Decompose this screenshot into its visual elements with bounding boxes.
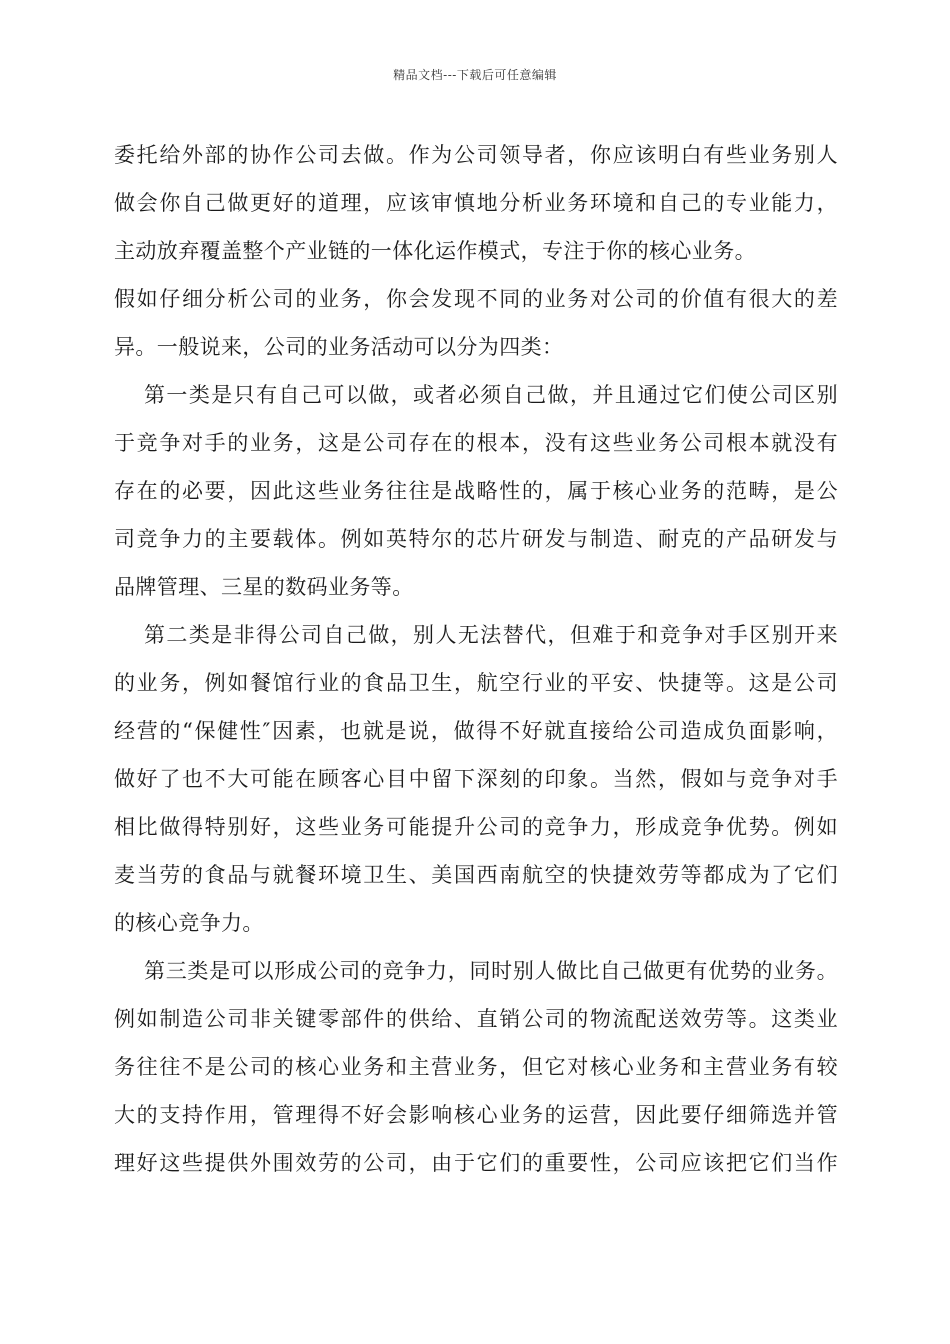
- text-line: 麦当劳的食品与就餐环境卫生、美国西南航空的快捷效劳等都成为了它们: [114, 863, 838, 887]
- text-line: 做会你自己做更好的道理，应该审慎地分析业务环境和自己的专业能力，: [114, 191, 838, 215]
- text-line: 第一类是只有自己可以做，或者必须自己做，并且通过它们使公司区别: [144, 383, 838, 407]
- text-line: 存在的必要，因此这些业务往往是战略性的，属于核心业务的范畴，是公: [114, 479, 838, 503]
- text-line: 第二类是非得公司自己做，别人无法替代，但难于和竞争对手区别开来: [144, 623, 838, 647]
- text-line: 务往往不是公司的核心业务和主营业务，但它对核心业务和主营业务有较: [114, 1055, 838, 1079]
- text-line: 做好了也不大可能在顾客心目中留下深刻的印象。当然，假如与竞争对手: [114, 767, 838, 791]
- text-line: 司竞争力的主要载体。例如英特尔的芯片研发与制造、耐克的产品研发与: [114, 527, 838, 551]
- page-header: 精品文档---下载后可任意编辑: [393, 68, 557, 82]
- text-line: 于竞争对手的业务，这是公司存在的根本，没有这些业务公司根本就没有: [114, 431, 838, 455]
- document-body: [114, 131, 838, 1187]
- text-line: 第三类是可以形成公司的竞争力，同时别人做比自己做更有优势的业务。: [144, 959, 838, 983]
- text-line: 异。一般说来，公司的业务活动可以分为四类：: [114, 335, 564, 359]
- text-line: 经营的“保健性″因素，也就是说，做得不好就直接给公司造成负面影响，: [114, 719, 838, 743]
- text-line: 大的支持作用，管理得不好会影响核心业务的运营，因此要仔细筛选并管: [114, 1103, 838, 1127]
- text-line: 理好这些提供外围效劳的公司，由于它们的重要性，公司应该把它们当作: [114, 1151, 838, 1175]
- text-line: 委托给外部的协作公司去做。作为公司领导者，你应该明白有些业务别人: [114, 143, 838, 167]
- text-line: 假如仔细分析公司的业务，你会发现不同的业务对公司的价值有很大的差: [114, 287, 838, 311]
- text-line: 例如制造公司非关键零部件的供给、直销公司的物流配送效劳等。这类业: [114, 1007, 838, 1031]
- text-line: 相比做得特别好，这些业务可能提升公司的竞争力，形成竞争优势。例如: [114, 815, 838, 839]
- text-line: 的业务，例如餐馆行业的食品卫生，航空行业的平安、快捷等。这是公司: [114, 671, 838, 695]
- text-line: 品牌管理、三星的数码业务等。: [114, 575, 414, 599]
- text-line: 的核心竞争力。: [114, 911, 264, 935]
- text-line: 主动放弃覆盖整个产业链的一体化运作模式，专注于你的核心业务。: [114, 239, 756, 263]
